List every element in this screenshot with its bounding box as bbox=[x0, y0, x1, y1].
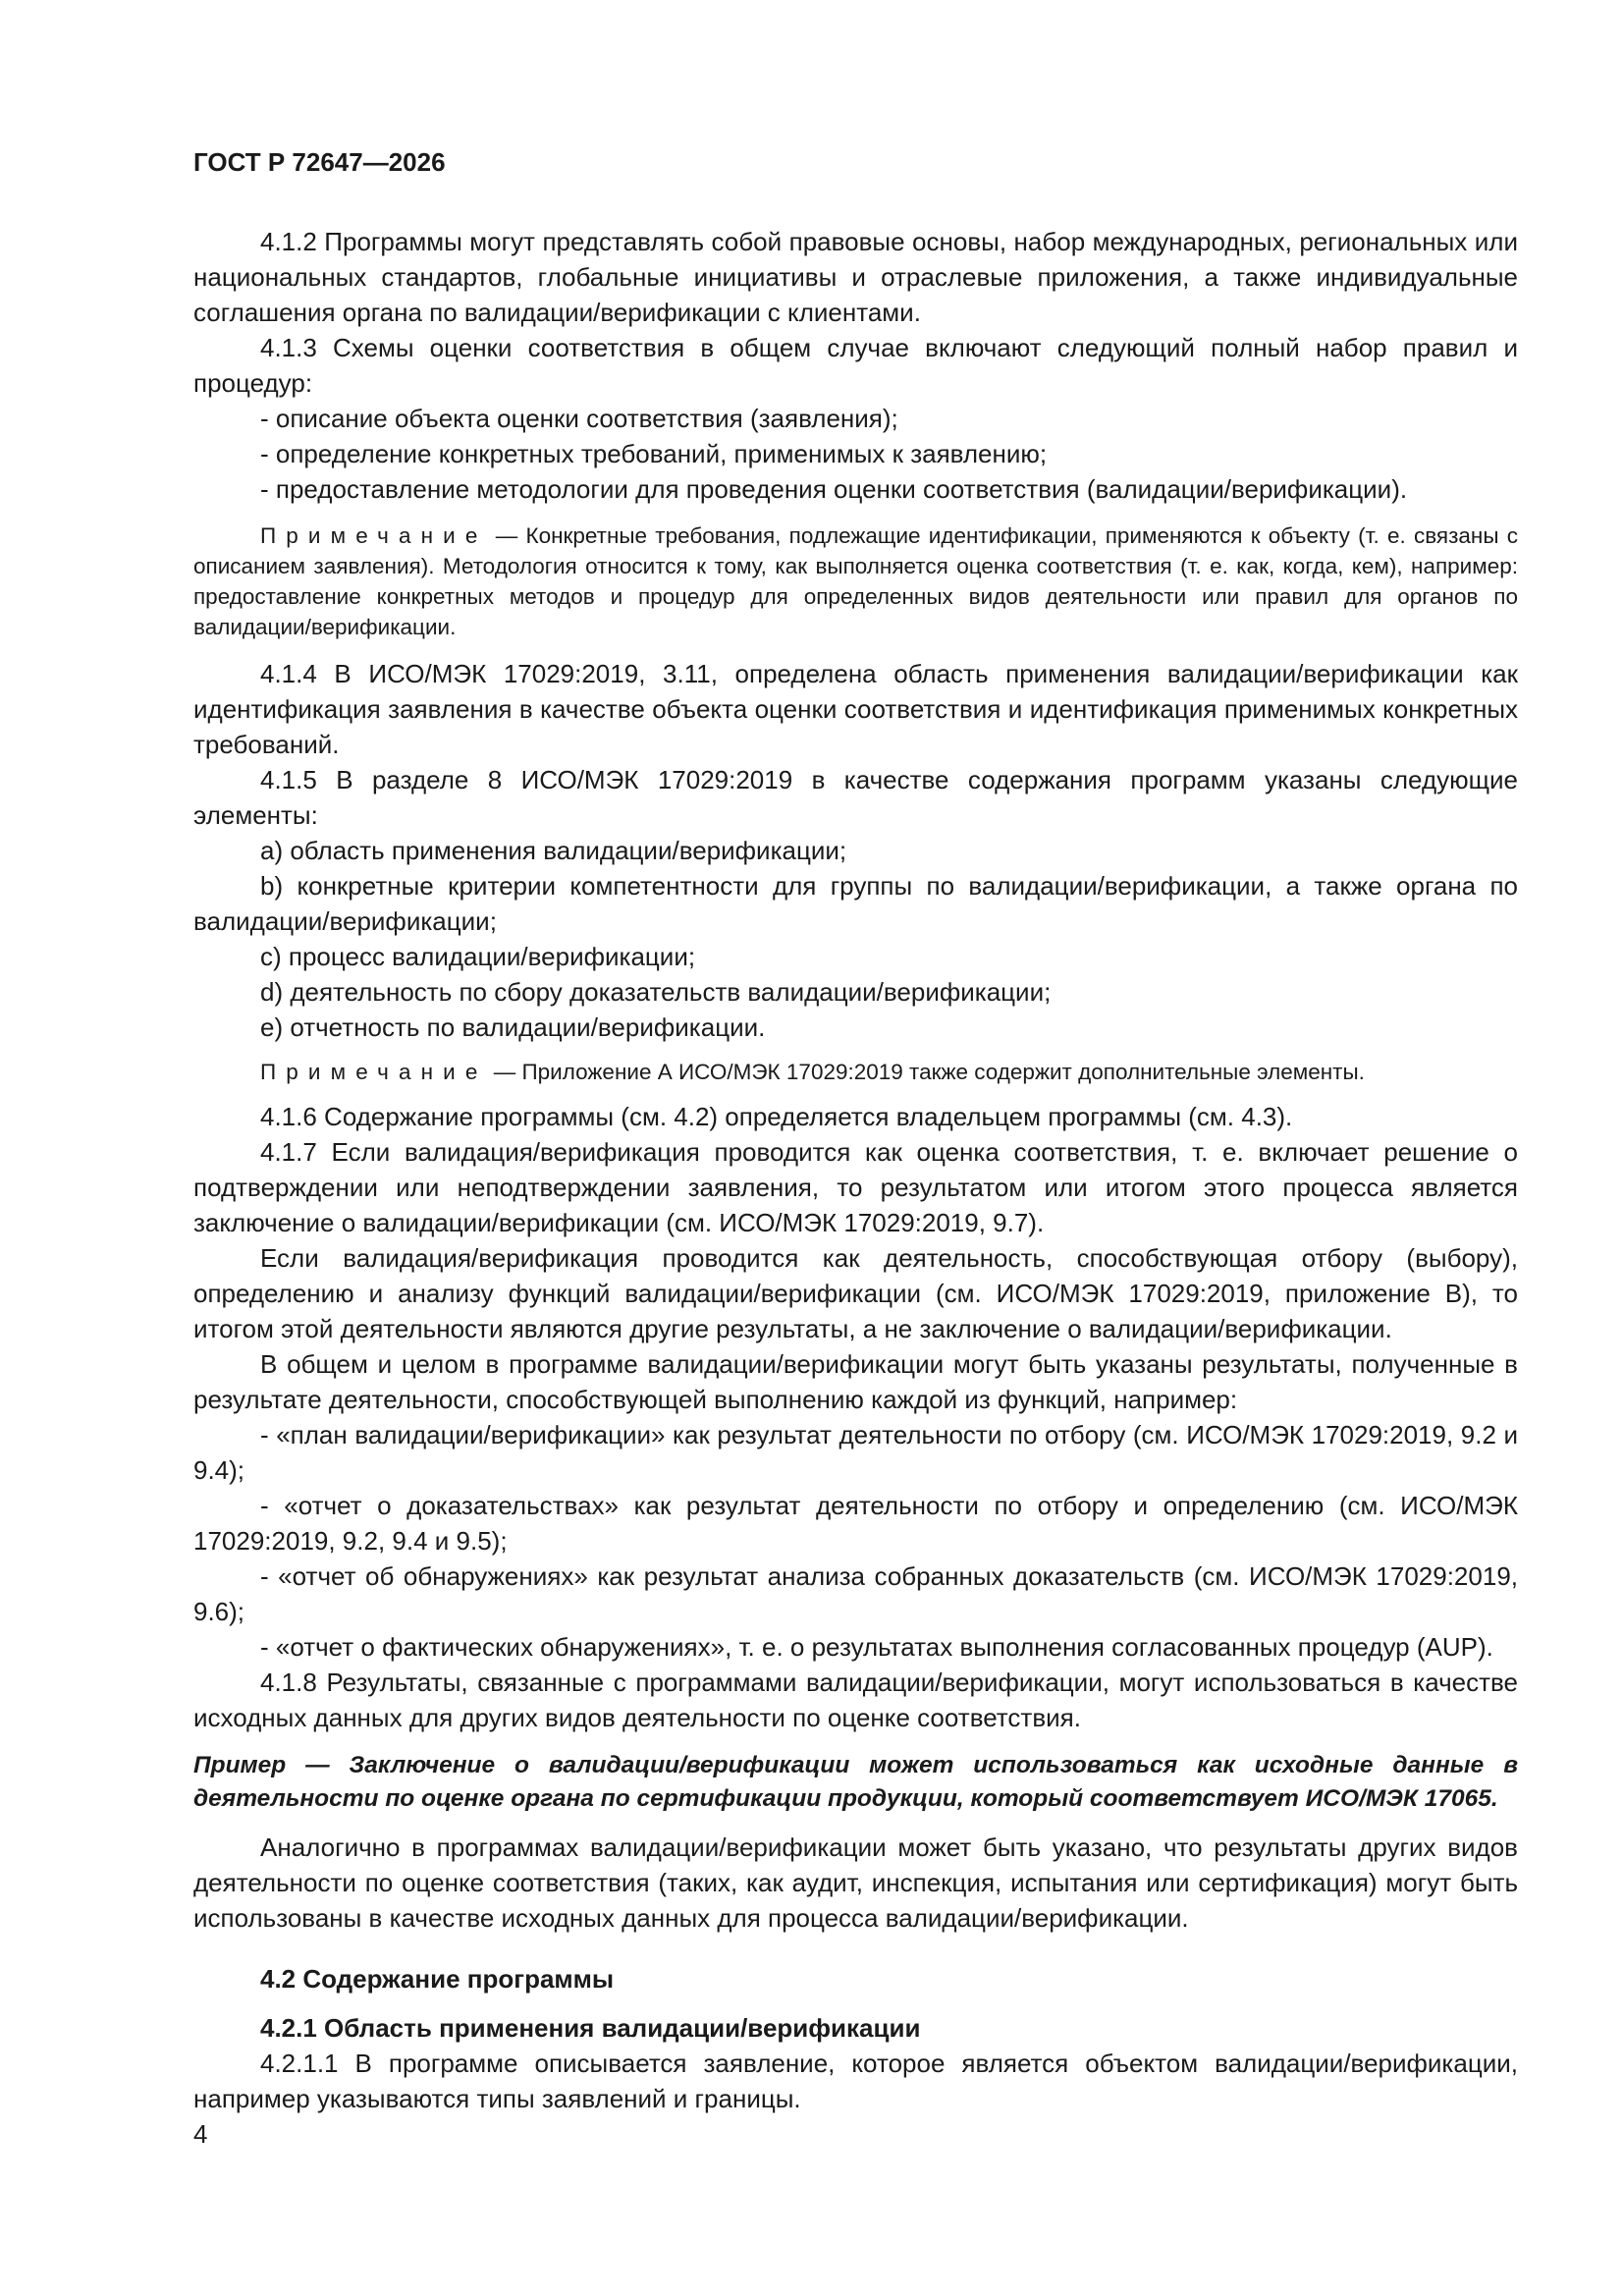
paragraph-4-2-1-1: 4.2.1.1 В программе описывается заявление, которое является объектом валидации/верификации, например указываются типы заявлений и границы. bbox=[193, 2049, 1518, 2113]
page-body bbox=[193, 224, 1518, 2116]
paragraph-4-1-3: 4.1.3 Схемы оценки соответствия в общем случае включают следующий полный набор правил и процедур: bbox=[193, 333, 1518, 398]
example-block: Пример — Заключение о валидации/верификации может использоваться как исходные данные в деятельности по оценке органа по сертификации продукции, который соответствует ИСО/МЭК 17065. bbox=[193, 1752, 1518, 1812]
paragraph-4-1-7: 4.1.7 Если валидация/верификация проводится как оценка соответствия, т. е. включает решение о подтверждении или неподтверждении заявления, то результатом или итогом этого процесса является заключение о валидации/верификации (см. ИСО/МЭК 17029:2019, 9.7). bbox=[193, 1137, 1518, 1237]
paragraph-4-1-2: 4.1.2 Программы могут представлять собой правовые основы, набор международных, региональных или национальных стандартов, глобальные инициативы и отраслевые приложения, а также индивидуальные соглашения органа по валидации/верификации с клиентами. bbox=[193, 227, 1518, 327]
list-item: - «отчет об обнаружениях» как результат анализа собранных доказательств (см. ИСО/МЭК 17029:2019, 9.6); bbox=[193, 1561, 1518, 1626]
list-item: - «отчет о доказательствах» как результат деятельности по отбору и определению (см. ИСО/МЭК 17029:2019, 9.2, 9.4 и 9.5); bbox=[193, 1491, 1518, 1556]
paragraph-4-1-6: 4.1.6 Содержание программы (см. 4.2) определяется владельцем программы (см. 4.3). bbox=[260, 1102, 1293, 1131]
section-heading-4-2: 4.2 Содержание программы bbox=[260, 1964, 615, 1994]
list-item: b) конкретные критерии компетентности для группы по валидации/верификации, а также органа по валидации/верификации; bbox=[193, 871, 1518, 936]
paragraph-4-1-8: 4.1.8 Результаты, связанные с программами валидации/верификации, могут использоваться в качестве исходных данных для других видов деятельности по оценке соответствия. bbox=[193, 1667, 1518, 1732]
paragraph-4-1-7-c: В общем и целом в программе валидации/верификации могут быть указаны результаты, полученные в результате деятельности, способствующей выполнению каждой из функций, например: bbox=[193, 1349, 1518, 1414]
list-item: - «план валидации/верификации» как результат деятельности по отбору (см. ИСО/МЭК 17029:2019, 9.2 и 9.4); bbox=[193, 1420, 1518, 1485]
note-1 bbox=[193, 520, 1518, 642]
note-label: Примечание bbox=[260, 1060, 488, 1084]
list-item: - «отчет о фактических обнаружениях», т. е. о результатах выполнения согласованных процедур (AUP). bbox=[260, 1632, 1493, 1662]
paragraph-4-1-4: 4.1.4 В ИСО/МЭК 17029:2019, 3.11, определена область применения валидации/верификации как идентификация заявления в качестве объекта оценки соответствия и идентификация применимых конкретных требований. bbox=[193, 659, 1518, 759]
paragraph-4-1-7-b: Если валидация/верификация проводится как деятельность, способствующая отбору (выбору), определению и анализу функций валидации/верификации (см. ИСО/МЭК 17029:2019, приложение В), то итогом этой деятельности являются другие результаты, а не заключение о валидации/верификации. bbox=[193, 1243, 1518, 1343]
list-item: - описание объекта оценки соответствия (заявления); bbox=[260, 404, 898, 433]
note-text: — Приложение А ИСО/МЭК 17029:2019 также содержит дополнительные элементы. bbox=[487, 1060, 1365, 1084]
note-label: Примечание bbox=[260, 523, 488, 548]
note-2 bbox=[193, 1057, 1518, 1087]
list-item: - определение конкретных требований, применимых к заявлению; bbox=[260, 439, 1048, 468]
paragraph-4-1-5: 4.1.5 В разделе 8 ИСО/МЭК 17029:2019 в качестве содержания программ указаны следующие элементы: bbox=[193, 765, 1518, 830]
note-text: — Конкретные требования, подлежащие идентификации, применяются к объекту (т. е. связаны с описанием заявления). Методология относится к тому, как выполняется оценка соответствия (т. е. как, когда, кем), например: предоставление конкретных методов и процедур для определенных видов деятельности или правил для органов по валидации/верификации. bbox=[193, 523, 1518, 639]
paragraph-4-1-8-b: Аналогично в программах валидации/верификации может быть указано, что результаты других видов деятельности по оценке соответствия (таких, как аудит, инспекция, испытания или сертификация) могут быть использованы в качестве исходных данных для процесса валидации/верификации. bbox=[193, 1832, 1518, 1933]
subsection-heading-4-2-1: 4.2.1 Область применения валидации/верификации bbox=[260, 2013, 921, 2043]
document-code-header: ГОСТ Р 72647—2026 bbox=[193, 147, 446, 177]
list-item: - предоставление методологии для проведения оценки соответствия (валидации/верификации). bbox=[260, 474, 1408, 504]
list-item: c) процесс валидации/верификации; bbox=[260, 942, 696, 971]
list-item: e) отчетность по валидации/верификации. bbox=[260, 1012, 766, 1042]
page-number: 4 bbox=[193, 2119, 208, 2149]
list-item: d) деятельность по сбору доказательств валидации/верификации; bbox=[260, 977, 1052, 1007]
list-item: a) область применения валидации/верификации; bbox=[260, 836, 847, 865]
